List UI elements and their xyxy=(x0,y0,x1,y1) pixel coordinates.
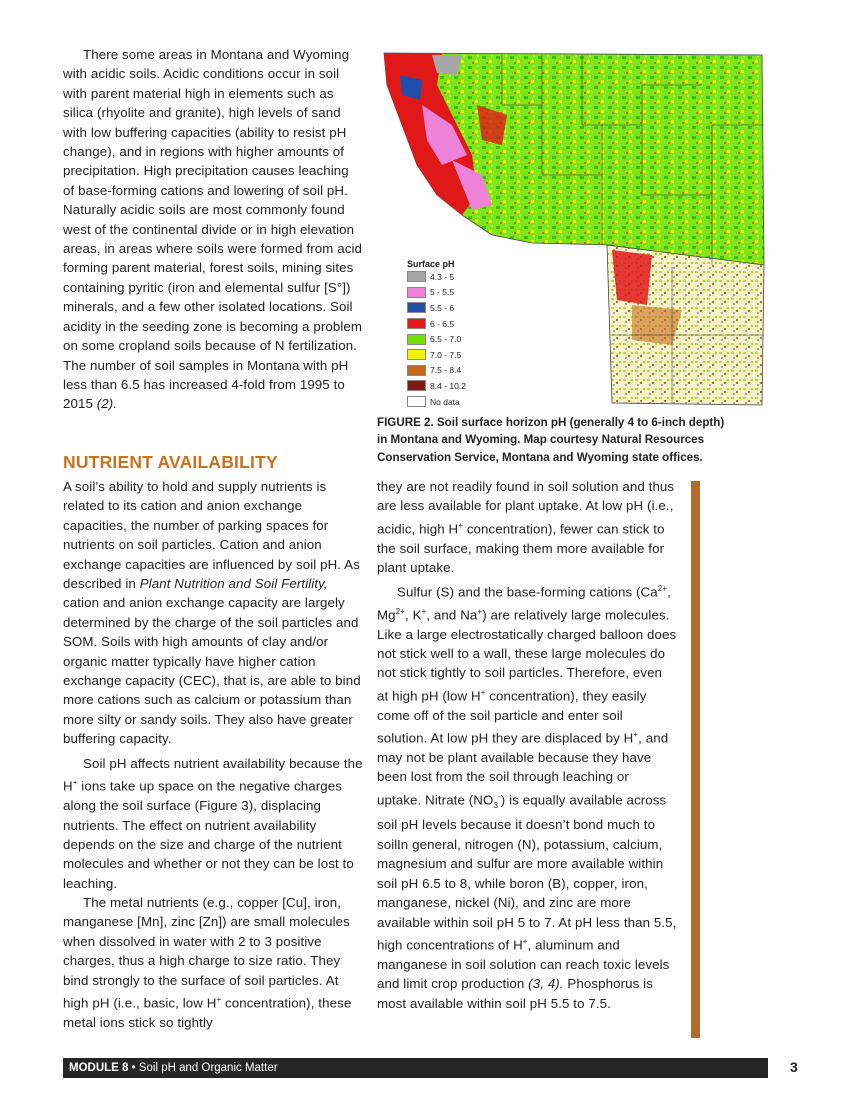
superscript-plus: + xyxy=(216,995,222,1005)
paragraph-right-2-text-cont3: , and may not be plant available because they have been lost from the soil through leaching or uptake. Nitrate (NO xyxy=(377,730,669,808)
paragraph-nutrient-3-text: The metal nutrients (e.g., copper [Cu], iron, manganese [Mn], zinc [Zn]) are small molecules when dissolved in water with 2 to 3 positive charges, thus a high charge to size ratio. They bind strongly to the surface of soil particles. At high pH (i.e., basic, low H xyxy=(63,895,350,1011)
legend-label: 6.5 - 7.0 xyxy=(430,334,462,345)
legend-swatch xyxy=(407,318,426,329)
legend-swatch xyxy=(407,334,426,345)
legend-label: 7.5 - 8.4 xyxy=(430,365,462,376)
legend-row xyxy=(407,378,477,394)
footer-title: Soil pH and Organic Matter xyxy=(138,1062,278,1074)
legend-row xyxy=(407,285,477,301)
legend-label: 6 - 6.5 xyxy=(430,318,455,329)
map-legend xyxy=(407,259,477,409)
legend-row xyxy=(407,316,477,332)
paragraph-right-1-text: they are not readily found in soil solution and thus are less available for plant uptake. At low pH (i.e., acidic, high H xyxy=(377,479,675,537)
footer-text xyxy=(69,1061,278,1075)
legend-swatch xyxy=(407,380,426,391)
superscript-plus: + xyxy=(522,937,528,947)
footer-bullet: • xyxy=(128,1062,139,1074)
legend-swatch xyxy=(407,287,426,298)
superscript-minus: - xyxy=(498,791,501,801)
soil-ph-map xyxy=(382,45,767,407)
citation-2: (2). xyxy=(96,396,118,412)
paragraph-right-2-text-cont2: concentration), they easily come off of the soil particle and enter soil solution. At low pH they are displaced by H xyxy=(377,688,647,746)
paragraph-nutrient-2 xyxy=(63,754,363,893)
paragraph-nutrient-3-text-cont: concentration), these metal ions stick so tightly xyxy=(63,995,352,1030)
superscript-plus: + xyxy=(72,778,78,788)
paragraph-right-2-text: Sulfur (S) and the base-forming cations (Ca xyxy=(397,584,658,600)
legend-items xyxy=(407,269,477,409)
legend-row xyxy=(407,331,477,347)
legend-row xyxy=(407,269,477,285)
legend-row xyxy=(407,347,477,363)
paragraph-nutrient-1-text: A soil’s ability to hold and supply nutrients is related to its cation and anion exchange capacities, the number of parking spaces for nutrients on soil particles. Cation and anion exchange capacities are influenced by soil pH. As described in xyxy=(63,479,360,592)
superscript-plus: + xyxy=(480,687,486,697)
paragraph-right-3-text: In general, nitrogen (N), potassium, calcium, magnesium and sulfur are more available within soil pH 6.5 to 8, while boron (B), copper, iron, manganese, nickel (Ni), and zinc are more available within soil pH 5 to 7. At pH less than 5.5, high concentrations of H xyxy=(377,837,677,953)
legend-swatch xyxy=(407,396,426,407)
book-title-reference: Plant Nutrition and Soil Fertility, xyxy=(139,576,328,592)
legend-row xyxy=(407,300,477,316)
superscript-plus: + xyxy=(633,730,639,740)
paragraph-nutrient-3 xyxy=(63,893,363,1032)
paragraph-right-2 xyxy=(377,579,677,854)
paragraph-right-1 xyxy=(377,477,677,577)
sodium-label: , and Na xyxy=(426,607,478,623)
paragraph-nutrient-2-text-cont: ions take up space on the negative charges along the soil surface (Figure 3), displacing nutrients. The effect on nutrient availability depends on the size and charge of the nutrient molecules and whether or not they can be lost to leaching. xyxy=(63,778,354,891)
legend-label: No data xyxy=(430,396,460,407)
paragraph-right-3 xyxy=(377,835,677,1013)
potassium-label: , K xyxy=(405,607,422,623)
sidebar-accent-bar xyxy=(691,481,700,1038)
legend-label: 8.4 - 10.2 xyxy=(430,380,466,391)
paragraph-right-1-text-cont: concentration), fewer can stick to the soil surface, making them more available for plant uptake. xyxy=(377,521,665,576)
paragraph-acidic-soils xyxy=(63,45,363,414)
figure-caption: FIGURE 2. Soil surface horizon pH (generally 4 to 6-inch depth) in Montana and Wyoming. Map courtesy Natural Resources Conservation Service, Montana and Wyoming state offices. xyxy=(377,416,725,464)
paragraph-right-3-text-end: Phosphorus is most available within soil pH 5.5 to 7.5. xyxy=(377,976,653,1011)
footer-module-label: MODULE 8 xyxy=(69,1062,129,1074)
superscript-plus: + xyxy=(477,606,483,616)
paragraph-acidic-text: There some areas in Montana and Wyoming with acidic soils. Acidic conditions occur in soil with parent material high in elements such as silica (rhyolite and granite), high levels of sand with low buffering capacities (ability to resist pH change), and in regions with higher amounts of precipitation. High precipitation causes leaching of base-forming cations and lowering of soil pH. Naturally acidic soils are most commonly found west of the continental divide or in high elevation areas, in areas where soils were formed from acid forming parent material, forest soils, mining sites containing pyritic (iron and elemental sulfur [S°]) minerals, and a few other isolated locations. Soil acidity in the seeding zone is becoming a problem on some cropland soils because of N fertilization. The number of soil samples in Montana with pH less than 6.5 has increased 4-fold from 1995 to 2015 xyxy=(63,47,363,412)
superscript-2plus: 2+ xyxy=(657,584,668,593)
legend-row xyxy=(407,363,477,379)
legend-swatch xyxy=(407,271,426,282)
section-heading-nutrient-availability: NUTRIENT AVAILABILITY xyxy=(63,452,278,472)
legend-label: 5 - 5.5 xyxy=(430,287,455,298)
paragraph-right-2-text-end: ) is equally available across soil pH levels because it doesn’t bond much to soil. xyxy=(377,792,667,852)
superscript-2plus: 2+ xyxy=(395,606,405,616)
legend-swatch xyxy=(407,302,426,313)
paragraph-nutrient-2-text: Soil pH affects nutrient availability because the H xyxy=(63,756,363,794)
page-number: 3 xyxy=(790,1059,798,1075)
legend-swatch xyxy=(407,365,426,376)
paragraph-nutrient-1-text-cont: cation and anion exchange capacity are largely determined by the charge of the soil particles and SOM. Soils with high amounts of clay and/or organic matter typically have higher cation exchange capacity (CEC), that is, are able to bind more cations such as calcium or potassium than more silty or sandy soils. They also have greater buffering capacity. xyxy=(63,595,361,747)
paragraph-right-3-text-cont: , aluminum and manganese in soil solution can reach toxic levels and limit crop production xyxy=(377,937,670,992)
superscript-plus: + xyxy=(458,520,464,530)
magnesium-label: , Mg xyxy=(377,584,671,623)
legend-label: 7.0 - 7.5 xyxy=(430,349,462,360)
legend-label: 5.5 - 6 xyxy=(430,302,455,313)
paragraph-right-2-text-cont: ) are relatively large molecules. Like a large electrostatically charged balloon does not stick well to a wall, these large molecules do not stick tightly to soil particles. Therefore, even at high pH (low H xyxy=(377,607,677,704)
legend-swatch xyxy=(407,349,426,360)
citation-3-4: (3, 4). xyxy=(528,976,564,992)
legend-row xyxy=(407,394,477,410)
subscript-3: 3 xyxy=(493,800,499,810)
superscript-plus: + xyxy=(421,606,427,616)
legend-label: 4.3 - 5 xyxy=(430,271,455,282)
paragraph-nutrient-1 xyxy=(63,477,363,749)
legend-title: Surface pH xyxy=(407,259,455,269)
